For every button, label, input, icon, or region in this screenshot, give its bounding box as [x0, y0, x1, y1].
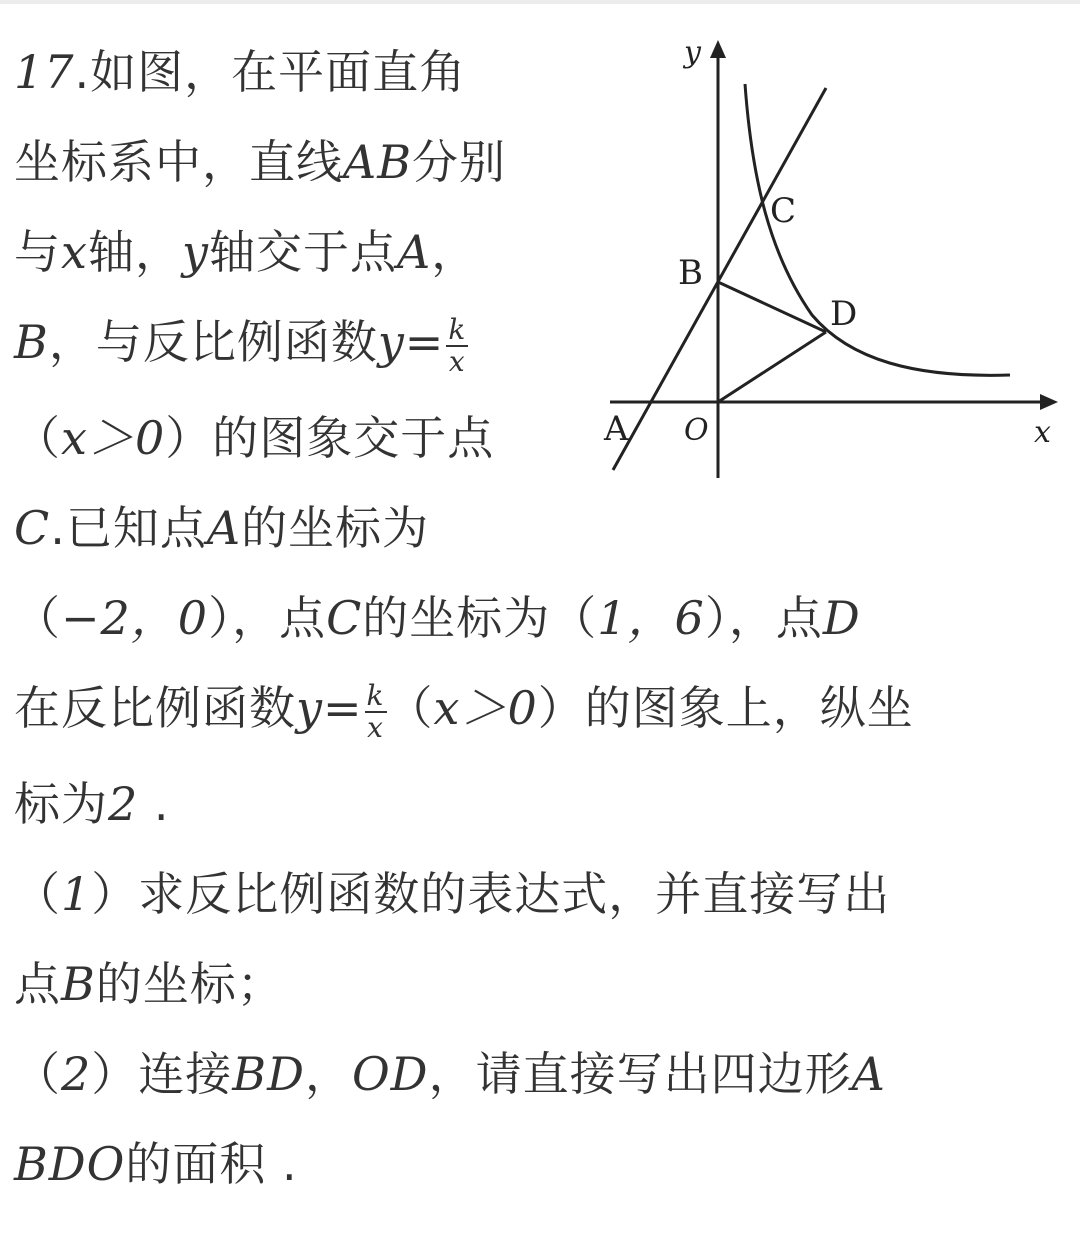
problem-line-6: C.已知点A的坐标为 [14, 501, 430, 555]
label-B: B [678, 253, 703, 293]
question-1-line-1: （1）求反比例函数的表达式，并直接写出 [14, 867, 891, 921]
top-divider [0, 0, 1080, 4]
problem-number: 17 [14, 45, 75, 99]
fraction-k-over-x: $\frac{k}{x}$ [448, 312, 467, 378]
label-C: C [770, 191, 797, 231]
segment-OD [718, 332, 826, 402]
question-2-line-1: （2）连接BD，OD，请直接写出四边形A [14, 1047, 886, 1101]
problem-line-8: 在反比例函数y= $\frac{k}{x}$ （x＞0）的图象上，纵坐 [14, 678, 914, 744]
segment-BD [718, 282, 826, 332]
question-2-line-2: BDO的面积 . [14, 1137, 298, 1191]
label-O: O [684, 413, 709, 448]
x-axis-arrow-icon [1040, 394, 1058, 410]
y-axis-arrow-icon [710, 40, 726, 58]
fraction-k-over-x-2: $\frac{k}{x}$ [366, 678, 385, 744]
problem-line-7: （−2，0），点C的坐标为（1，6），点D [14, 591, 861, 645]
coordinate-figure [600, 30, 1070, 490]
label-A: A [604, 409, 629, 449]
problem-line-4: B，与反比例函数y= $\frac{k}{x}$ [14, 312, 467, 378]
label-y: y [684, 35, 701, 70]
problem-line-3: 与x轴，y轴交于点A， [14, 225, 479, 279]
problem-line-2: 坐标系中，直线AB分别 [14, 135, 507, 189]
label-x: x [1034, 415, 1051, 450]
problem-line-9: 标为2 . [14, 777, 170, 831]
label-D: D [830, 294, 858, 334]
question-1-line-2: 点B的坐标； [14, 957, 284, 1011]
problem-line-1: 17.如图，在平面直角 [14, 45, 467, 99]
problem-line-5: （x＞0）的图象交于点 [14, 411, 495, 465]
